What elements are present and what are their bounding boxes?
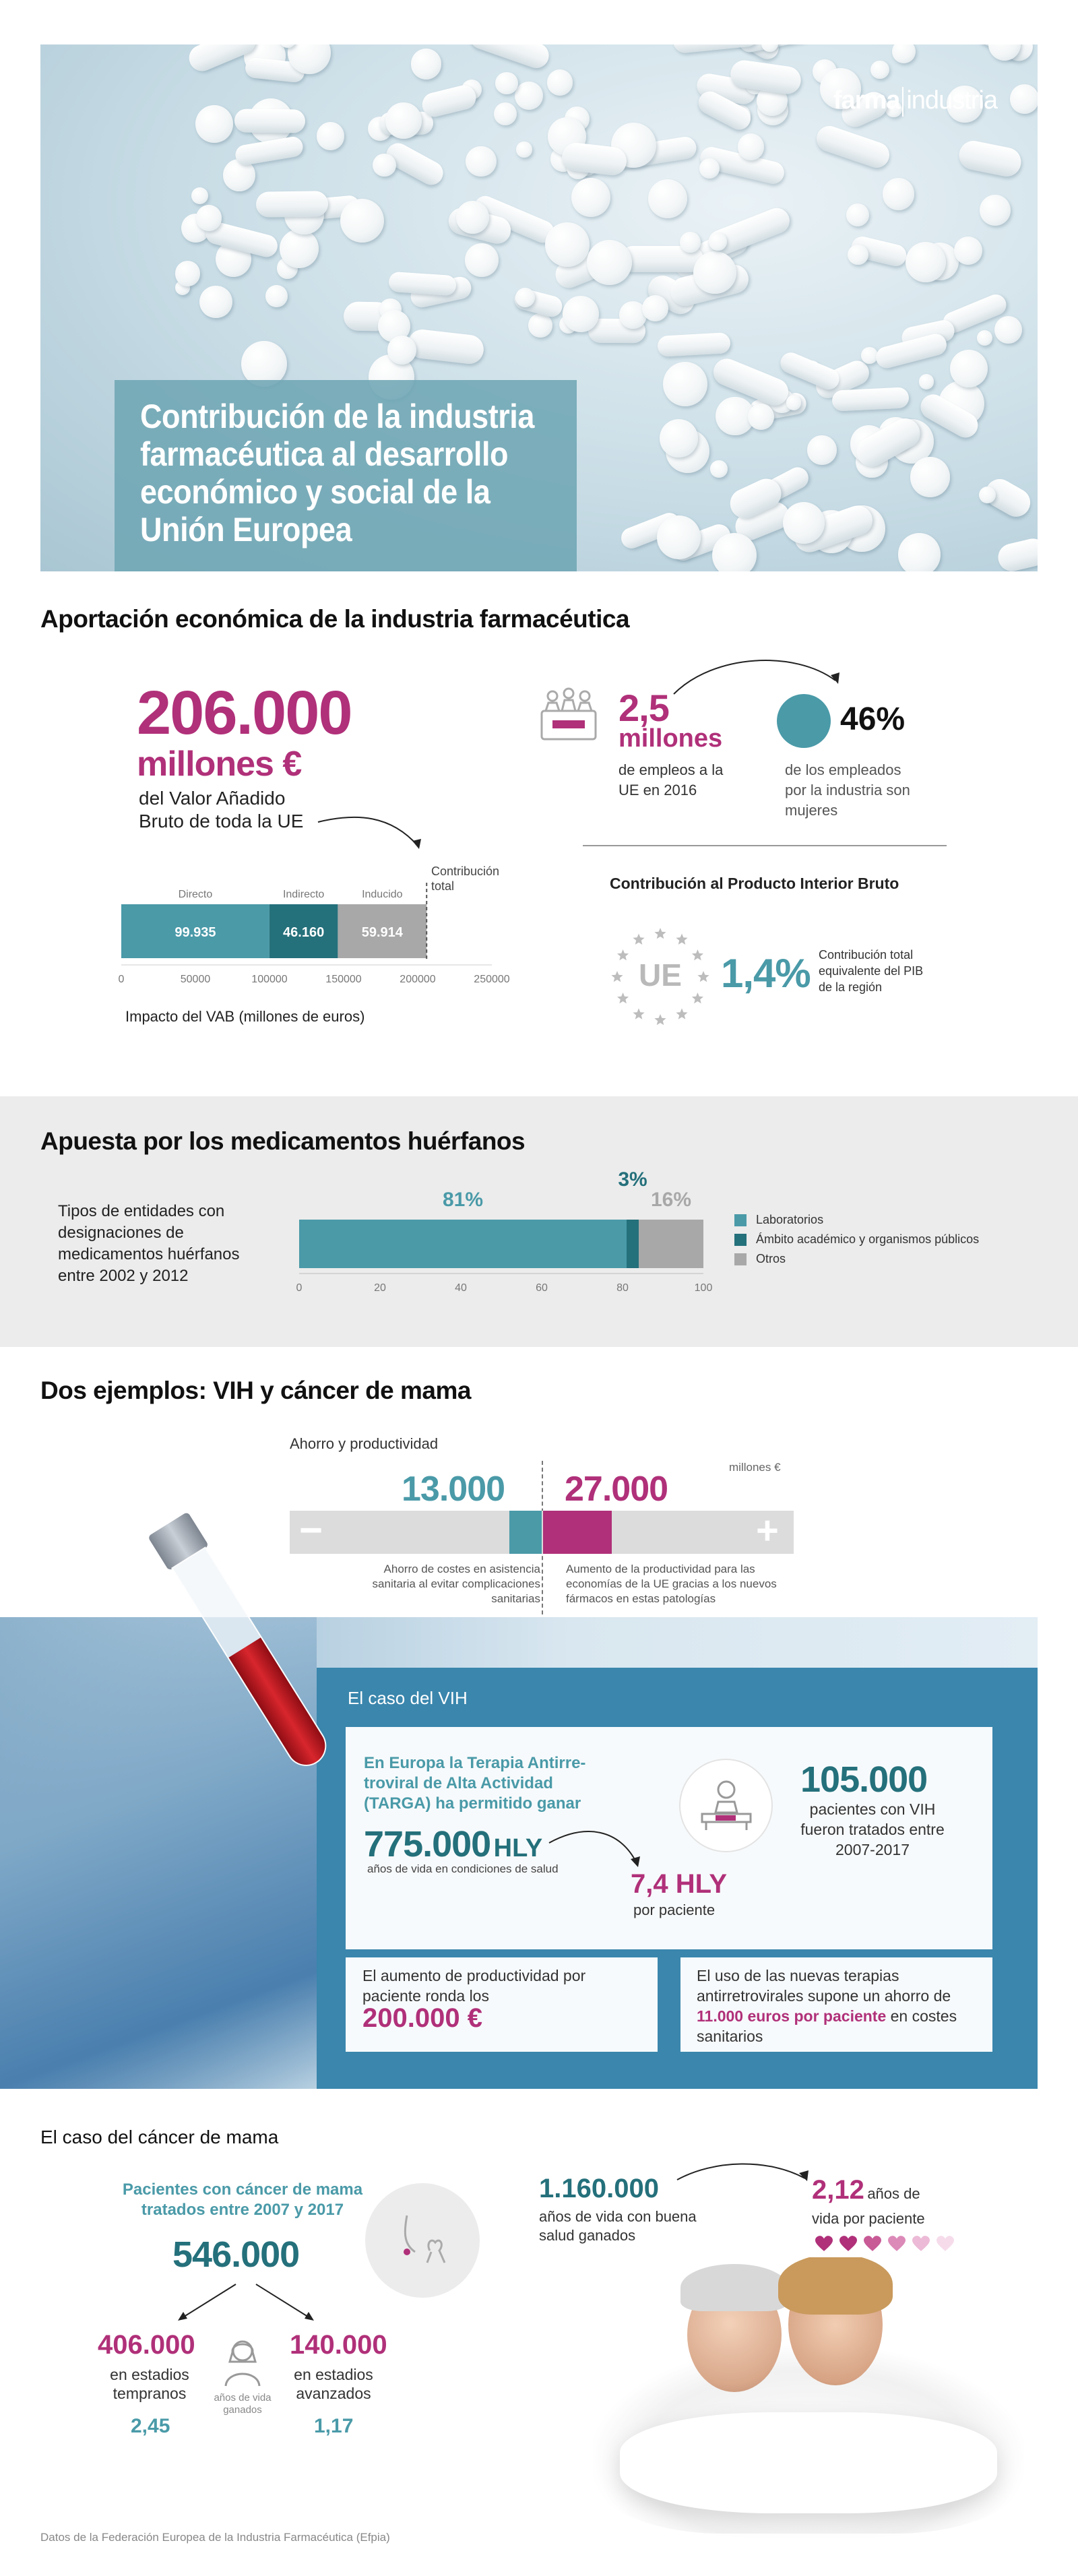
- savings-right-desc: Aumento de la productividad para las economías de la UE gracias a los nuevos fármacos en estas patologías: [566, 1563, 777, 1605]
- vab-x-tick: 50000: [180, 974, 211, 985]
- orphan-x-tick: 80: [616, 1282, 629, 1294]
- pill-shape: [494, 102, 517, 125]
- pill-shape: [528, 313, 552, 337]
- heart-icon: [815, 2236, 833, 2253]
- savings-unit: millones €: [729, 1461, 781, 1474]
- vab-bar-value-label: 46.160: [283, 925, 325, 940]
- hly-desc: años de vida en condiciones de salud: [367, 1862, 559, 1875]
- legend-swatch: [734, 1253, 747, 1265]
- pill-shape: [1010, 84, 1038, 113]
- vab-unit: millones €: [137, 745, 302, 784]
- orphan-value-label: 81%: [442, 1189, 484, 1211]
- pill-shape: [660, 419, 698, 458]
- pill-shape: [906, 242, 946, 282]
- page-title: Contribución de la industria farmacéutica al desarrollo económico y social de la Unión Europea: [140, 398, 534, 548]
- advanced-years: 1,17: [314, 2415, 354, 2437]
- pill-shape: [996, 536, 1038, 571]
- minus-icon: −: [299, 1507, 323, 1552]
- arrow-icon: [546, 1823, 647, 1877]
- pill-shape: [340, 199, 384, 243]
- orphan-bar-1: [627, 1220, 639, 1268]
- savings-track: [290, 1511, 794, 1554]
- pill-shape: [547, 69, 573, 96]
- pill-shape: [786, 395, 801, 410]
- star-icon: [633, 1008, 644, 1019]
- hly-value: 775.000: [364, 1824, 491, 1864]
- orphan-desc: Tipos de entidades con designaciones de medicamentos huérfanos entre 2002 y 2012: [58, 1202, 240, 1285]
- couple-photo-image: [566, 2257, 1038, 2554]
- savings-text: [697, 1966, 980, 2046]
- divider: [583, 845, 947, 846]
- pill-shape: [195, 105, 232, 142]
- pill-shape: [807, 435, 836, 464]
- split-arrows-icon: [168, 2281, 323, 2328]
- pill-shape: [175, 261, 200, 286]
- hearts-rating: [815, 2236, 961, 2255]
- arrow-icon: [674, 2160, 815, 2200]
- woman-icon: [219, 2335, 266, 2389]
- orphan-legend: [734, 1213, 979, 1271]
- pill-shape: [373, 154, 395, 177]
- hero-title-box: [115, 380, 577, 571]
- productivity-value: 200.000 €: [362, 2003, 482, 2033]
- vab-desc: [139, 787, 303, 833]
- pill-shape: [466, 44, 552, 71]
- pill-shape: [406, 327, 485, 365]
- legend-item: [734, 1252, 979, 1266]
- arrow-icon: [317, 809, 431, 862]
- early-value: 406.000: [98, 2330, 195, 2360]
- pill-shape: [954, 237, 982, 265]
- star-icon: [633, 934, 644, 945]
- pill-shape: [456, 201, 489, 234]
- vab-bar-value-label: 99.935: [175, 925, 216, 940]
- star-icon: [617, 949, 629, 960]
- pill-shape: [515, 82, 543, 110]
- pill-shape: [388, 272, 456, 296]
- pill-shape: [420, 83, 478, 119]
- pill-shape: [587, 240, 632, 285]
- pill-shape: [466, 146, 497, 177]
- vab-bar-value-label: 59.914: [361, 925, 403, 940]
- pill-shape: [870, 61, 889, 80]
- employment-unit: millones: [619, 724, 723, 753]
- vab-x-tick: 200000: [400, 974, 436, 985]
- pill-shape: [861, 347, 878, 364]
- pill-shape: [919, 374, 934, 389]
- gdp-value: 1,4%: [721, 951, 811, 996]
- pill-shape: [265, 285, 288, 307]
- vab-value: 206.000: [137, 679, 352, 747]
- years-label: años de vida ganados: [214, 2392, 272, 2416]
- early-desc: en estadios tempranos: [110, 2366, 189, 2402]
- life-years-desc: años de vida con buena salud ganados: [539, 2208, 697, 2244]
- orphan-x-tick: 60: [536, 1282, 548, 1294]
- hly-group: [364, 1823, 542, 1865]
- heart-icon: [912, 2236, 930, 2253]
- pill-shape: [256, 191, 329, 217]
- pill-shape: [883, 178, 915, 210]
- vab-desc-line-2: Bruto de toda la UE: [139, 811, 304, 831]
- pill-shape: [898, 533, 941, 571]
- pill-shape: [910, 457, 951, 497]
- vab-x-tick: 0: [118, 974, 125, 985]
- pill-shape: [411, 49, 442, 80]
- vab-series-name: Inducido: [362, 889, 403, 900]
- per-patient-desc: vida por paciente: [812, 2210, 925, 2227]
- pill-shape: [979, 486, 996, 503]
- section-title-orphan: Apuesta por los medicamentos huérfanos: [40, 1127, 526, 1155]
- orphan-value-label: 3%: [618, 1168, 647, 1191]
- savings-text-1: El uso de las nuevas terapias antirretrovirales supone un ahorro de: [697, 1967, 951, 2005]
- savings-highlight: 11.000 euros por paciente: [697, 2007, 887, 2025]
- section-title-economic: Aportación económica de la industria farmacéutica: [40, 605, 630, 633]
- patients-value: 105.000: [800, 1759, 928, 1800]
- arrow-icon: [667, 654, 849, 701]
- pill-shape: [642, 295, 668, 321]
- orphan-x-tick: 40: [455, 1282, 467, 1294]
- pill-shape: [648, 179, 687, 218]
- employment-value: 2,5: [619, 687, 669, 729]
- vab-x-tick: 100000: [251, 974, 288, 985]
- women-desc: de los empleados por la industria son mujeres: [785, 761, 910, 819]
- pill-shape: [783, 502, 825, 544]
- plus-icon: +: [756, 1509, 779, 1552]
- per-patient-group: [812, 2175, 920, 2205]
- savings-title: Ahorro y productividad: [290, 1435, 439, 1452]
- vab-series-name: Indirecto: [282, 889, 325, 900]
- footer-source: Datos de la Federación Europea de la Industria Farmacéutica (Efpia): [40, 2531, 390, 2544]
- pill-shape: [387, 336, 416, 365]
- pill-shape: [465, 243, 498, 276]
- pill-shape: [831, 387, 909, 412]
- pill-shape: [738, 133, 765, 160]
- savings-left-desc: Ahorro de costes en asistencia sanitaria al evitar complicaciones sanitarias: [372, 1563, 540, 1605]
- advanced-desc: en estadios avanzados: [294, 2366, 373, 2402]
- heart-icon: [937, 2236, 954, 2253]
- star-icon: [697, 971, 709, 982]
- pill-shape: [994, 316, 1022, 344]
- hiv-title: El caso del VIH: [348, 1688, 468, 1708]
- pill-shape: [957, 139, 1024, 179]
- productivity-text: El aumento de productividad por paciente ronda los: [362, 1967, 586, 2005]
- pill-shape: [709, 232, 727, 251]
- star-icon: [692, 993, 703, 1003]
- orphan-x-tick: 100: [694, 1282, 713, 1294]
- breast-icon: [365, 2183, 480, 2298]
- vab-chart: [101, 883, 532, 1004]
- breast-title: El caso del cáncer de mama: [40, 2127, 279, 2147]
- pill-shape: [892, 44, 916, 63]
- pill-shape: [680, 232, 701, 253]
- patient-icon: [680, 1760, 771, 1851]
- vab-desc-line-1: del Valor Añadido: [139, 788, 286, 809]
- star-icon: [617, 993, 629, 1003]
- orphan-chart: [283, 1166, 714, 1300]
- vab-series-name: Directo: [178, 889, 213, 900]
- heart-icon: [839, 2236, 857, 2253]
- pill-shape: [699, 158, 720, 179]
- pill-shape: [516, 142, 532, 158]
- women-pct: 46%: [840, 701, 906, 737]
- heart-icon: [888, 2236, 906, 2253]
- pill-shape: [693, 251, 736, 294]
- star-icon: [654, 928, 666, 939]
- pill-shape: [657, 515, 701, 559]
- treated-title: Pacientes con cáncer de mama tratados entre 2007 y 2017: [122, 2180, 363, 2219]
- pill-shape: [846, 203, 869, 226]
- pill-shape: [515, 288, 535, 307]
- vab-x-tick: 250000: [474, 974, 510, 985]
- total-label: Contribución total: [431, 865, 500, 893]
- star-icon: [676, 1008, 687, 1019]
- legend-swatch: [734, 1214, 747, 1226]
- savings-left-value: 13.000: [402, 1470, 505, 1509]
- pill-shape: [234, 135, 304, 166]
- pill-shape: [234, 108, 306, 133]
- pill-shape: [280, 229, 319, 268]
- star-icon: [692, 949, 703, 960]
- pill-shape: [317, 122, 345, 150]
- hly-unit: HLY: [493, 1834, 543, 1862]
- savings-text-2: en costes sanitarios: [697, 2007, 957, 2045]
- women-circle-icon: [777, 694, 831, 748]
- orphan-value-label: 16%: [650, 1189, 692, 1211]
- targa-text: En Europa la Terapia Antirre- troviral de Alta Actividad (TARGA) ha permitido ganar: [364, 1754, 586, 1813]
- pill-shape: [199, 286, 232, 318]
- hero-banner: [40, 44, 1038, 571]
- savings-left-bar: [509, 1511, 542, 1554]
- patients-desc: pacientes con VIH fueron tratados entre 2007-2017: [800, 1800, 945, 1858]
- pill-shape: [748, 404, 774, 430]
- pill-shape: [571, 178, 610, 217]
- per-patient-value: 2,12: [812, 2175, 864, 2205]
- early-years: 2,45: [131, 2415, 170, 2437]
- brand-logo: farma industria: [833, 86, 997, 117]
- pill-shape: [191, 187, 208, 204]
- pill-shape: [495, 72, 517, 94]
- workers-icon: [539, 684, 600, 745]
- legend-label: Ámbito académico y organismos públicos: [756, 1232, 980, 1246]
- pill-shape: [545, 222, 589, 266]
- legend-item: [734, 1213, 979, 1227]
- advanced-value: 140.000: [290, 2330, 387, 2360]
- life-years-value: 1.160.000: [539, 2174, 659, 2203]
- hly-per-patient: 7,4 HLY: [631, 1869, 728, 1899]
- pill-shape: [848, 245, 868, 265]
- orphan-x-tick: 0: [296, 1282, 303, 1294]
- savings-right-value: 27.000: [565, 1470, 668, 1509]
- pill-shape: [980, 195, 1011, 226]
- legend-label: Otros: [756, 1252, 786, 1265]
- vab-chart-caption: Impacto del VAB (millones de euros): [125, 1008, 365, 1025]
- savings-right-bar: [543, 1511, 612, 1554]
- treated-value: 546.000: [172, 2234, 300, 2275]
- pill-shape: [813, 123, 893, 171]
- gdp-title: Contribución al Producto Interior Bruto: [610, 875, 899, 892]
- section-title-examples: Dos ejemplos: VIH y cáncer de mama: [40, 1377, 471, 1404]
- vab-x-tick: 150000: [325, 974, 362, 985]
- orphan-x-tick: 20: [374, 1282, 386, 1294]
- orphan-bar-0: [299, 1220, 627, 1268]
- star-icon: [654, 1014, 666, 1025]
- pill-shape: [977, 330, 992, 346]
- pill-shape: [657, 332, 730, 357]
- pill-shape: [196, 205, 222, 230]
- employment-desc: de empleos a la UE en 2016: [619, 761, 724, 798]
- per-patient-unit: años de: [867, 2185, 920, 2202]
- star-icon: [611, 971, 623, 982]
- legend-label: Laboratorios: [756, 1213, 824, 1226]
- gdp-desc: Contribución total equivalente del PIB de la región: [819, 948, 924, 994]
- legend-swatch: [734, 1234, 747, 1246]
- star-icon: [676, 934, 687, 945]
- orphan-bar-2: [639, 1220, 703, 1268]
- pill-shape: [663, 362, 707, 406]
- heart-icon: [864, 2236, 881, 2253]
- pill-shape: [710, 460, 728, 478]
- gdp-badge: UE: [639, 957, 682, 993]
- legend-item: [734, 1232, 979, 1247]
- pill-shape: [950, 350, 988, 387]
- pill-shape: [385, 102, 421, 138]
- hly-per-patient-desc: por paciente: [633, 1902, 716, 1918]
